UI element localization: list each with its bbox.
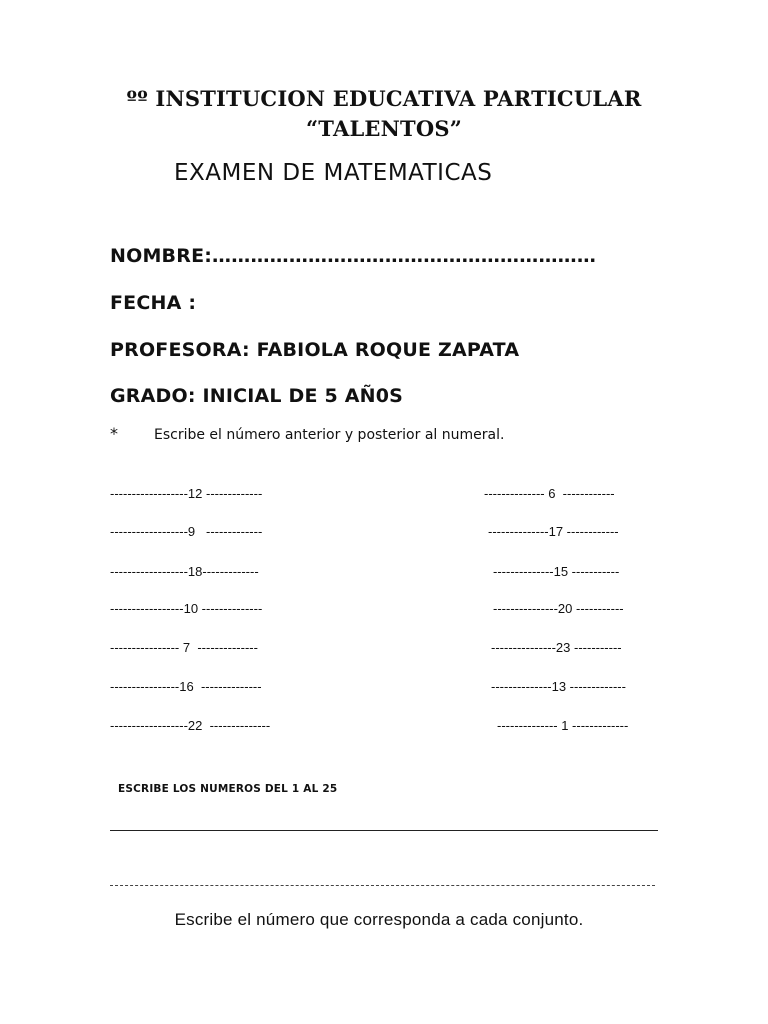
exercise-row-left: ------------------18------------- (110, 564, 259, 579)
exercise-row-right: --------------17 ------------ (488, 524, 619, 539)
institution-subtitle: “TALENTOS” (306, 116, 462, 141)
bullet-marker: * (110, 424, 118, 443)
exercise-row-left: ----------------16 -------------- (110, 679, 262, 694)
exercise2-instruction: ESCRIBE LOS NUMEROS DEL 1 AL 25 (118, 783, 338, 795)
exercise-row-left: ------------------9 ------------- (110, 524, 263, 539)
exam-title: EXAMEN DE MATEMATICAS (174, 160, 493, 186)
exercise-row-left: ------------------12 ------------- (110, 486, 263, 501)
answer-line (110, 830, 658, 831)
exercise-row-right: ---------------23 ----------- (491, 640, 622, 655)
field-grado: GRADO: INICIAL DE 5 AÑ0S (110, 385, 404, 407)
exercise-row-left: ------------------22 -------------- (110, 718, 271, 733)
exercise-row-left: -----------------10 -------------- (110, 601, 263, 616)
exercise-row-right: -------------- 6 ------------ (484, 486, 615, 501)
exercise-row-right: -------------- 1 ------------- (497, 718, 629, 733)
answer-dashed-line (110, 885, 655, 886)
exercise-row-right: --------------15 ----------- (493, 564, 620, 579)
field-nombre: NOMBRE:…………………………………………………… (110, 245, 597, 267)
field-profesora: PROFESORA: FABIOLA ROQUE ZAPATA (110, 339, 520, 361)
exercise-row-right: ---------------20 ----------- (493, 601, 624, 616)
institution-name: ºº INSTITUCION EDUCATIVA PARTICULAR (126, 86, 642, 111)
field-fecha: FECHA : (110, 292, 197, 314)
exercise-row-left: ---------------- 7 -------------- (110, 640, 258, 655)
exercise-row-right: --------------13 ------------- (491, 679, 626, 694)
exercise1-instruction: Escribe el número anterior y posterior al numeral. (154, 427, 505, 443)
exercise3-instruction: Escribe el número que corresponda a cada conjunto. (174, 910, 584, 929)
